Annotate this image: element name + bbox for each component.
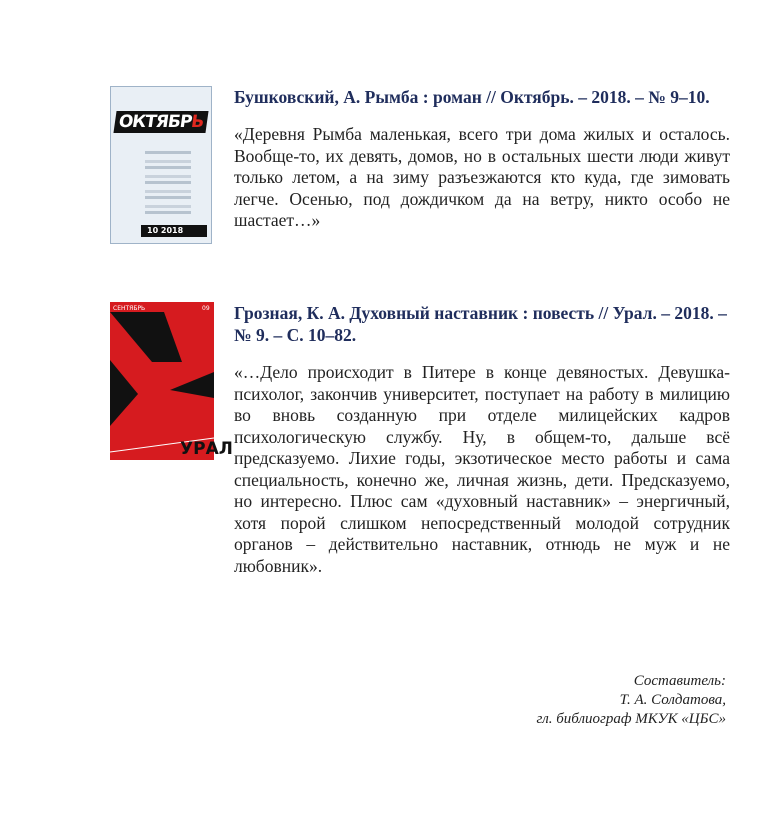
credit-position: гл. библиограф МКУК «ЦБС» <box>536 711 726 727</box>
ural-cover-image <box>110 302 233 460</box>
credit-label: Составитель: <box>633 673 726 689</box>
entry-title: Бушковский, А. Рымба : роман // Октябрь. – 2018. – № 9–10. <box>234 87 710 107</box>
credit-name: Т. А. Солдатова, <box>619 692 726 708</box>
entry-quote: «…Дело происходит в Питере в конце девяностых. Девушка-психолог, закончив университет, поступает на работу в милицию во вновь созданную при отделе милицейских кадров психологическую службу. Ну, в общем-то, дальше всё предсказуемо. Лихие годы, экзотическое место работы и сама специальность, конечно же, личная жизнь, дети. Предсказуемо, но интересно. Плюс сам «духовный наставник» – энергичный, хотя порой слишком непосредственный молодой сотрудник органов – действительно наставник, отнюдь не муж и не любовник». <box>234 362 730 576</box>
cover-contents <box>145 151 191 220</box>
book-entry <box>110 86 730 235</box>
cover-month: СЕНТЯБРЬ <box>113 305 146 312</box>
cover-issue-number: 10 2018 <box>141 225 207 237</box>
oktyabr-cover-image <box>110 86 212 244</box>
cover-issue: 09 <box>202 305 210 312</box>
oktyabr-logo: ОКТЯБРЬ <box>113 111 208 133</box>
book-entry <box>110 302 730 577</box>
compiler-credit <box>537 672 726 729</box>
entry-text <box>234 302 730 577</box>
ural-cover-art <box>110 302 233 460</box>
entry-quote: «Деревня Рымба маленькая, всего три дома жилых и осталось. Вообще-то, их девять, домов, но в остальных шести люди живут только летом, а на зиму разъезжаются кто куда, где зимовать легче. Осенью, под дождичком да на ветру, никто особо не шастает…» <box>234 124 730 230</box>
entry-title: Грозная, К. А. Духовный наставник : повесть // Урал. – 2018. – № 9. – С. 10–82. <box>234 303 727 345</box>
ural-logo: УРАЛ <box>180 439 233 459</box>
entry-text <box>234 86 730 232</box>
